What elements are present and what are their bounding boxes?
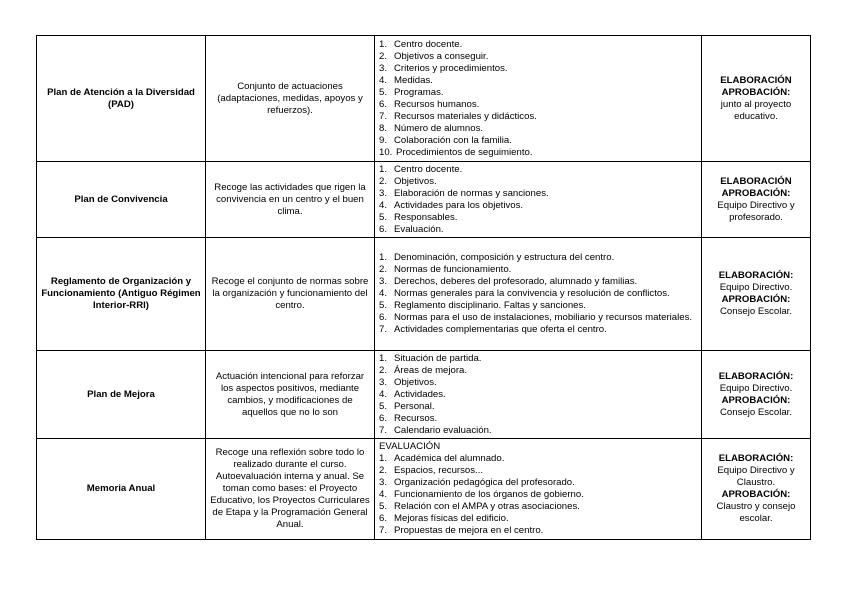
items-list bbox=[379, 164, 697, 236]
list-item: 8. Número de alumnos. bbox=[379, 122, 484, 134]
plan-responsibility bbox=[702, 238, 811, 351]
plans-table bbox=[36, 35, 811, 540]
approval-value: Equipo Directivo y profesorado. bbox=[717, 199, 795, 223]
list-item: 2. Normas de funcionamiento. bbox=[379, 264, 512, 275]
approval-value: junto al proyecto educativo. bbox=[720, 98, 792, 122]
plan-items bbox=[375, 351, 702, 439]
plan-description: Conjunto de actuaciones (adaptaciones, medidas, apoyos y refuerzos). bbox=[206, 36, 375, 162]
plan-items bbox=[375, 238, 702, 351]
elaboration-label: ELABORACIÓN bbox=[720, 175, 792, 187]
approval-label: APROBACIÓN: bbox=[721, 489, 791, 500]
list-item: 4. Normas generales para la convivencia y resolución de conflictos. bbox=[379, 288, 670, 299]
list-item: 4. Actividades para los objetivos. bbox=[379, 199, 524, 211]
table-row bbox=[37, 351, 811, 439]
list-item: 2. Espacios, recursos... bbox=[379, 465, 484, 476]
elaboration-value: Equipo Directivo y Claustro. bbox=[717, 465, 795, 488]
list-item: 1. Académica del alumnado. bbox=[379, 453, 505, 464]
approval-value: Claustro y consejo escolar. bbox=[716, 501, 796, 524]
plan-description: Recoge las actividades que rigen la convivencia en un centro y el buen clima. bbox=[206, 162, 375, 238]
list-item: 2. Áreas de mejora. bbox=[379, 364, 468, 376]
approval-value: Consejo Escolar. bbox=[720, 406, 792, 418]
plan-responsibility bbox=[702, 439, 811, 540]
list-item: 4. Medidas. bbox=[379, 74, 433, 86]
plan-responsibility bbox=[702, 36, 811, 162]
items-list bbox=[379, 252, 697, 336]
plan-items bbox=[375, 439, 702, 540]
approval-label: APROBACIÓN: bbox=[721, 294, 791, 305]
elaboration-label: ELABORACIÓN: bbox=[718, 270, 794, 281]
approval-label: APROBACIÓN: bbox=[721, 86, 791, 98]
list-item: 10. Procedimientos de seguimiento. bbox=[379, 146, 533, 158]
table-row bbox=[37, 36, 811, 162]
list-item: 1. Situación de partida. bbox=[379, 352, 482, 364]
list-item: 7. Actividades complementarias que oferta el centro. bbox=[379, 324, 607, 335]
items-header: EVALUACIÓN bbox=[379, 441, 441, 452]
list-item: 3. Objetivos. bbox=[379, 376, 437, 388]
list-item: 1. Centro docente. bbox=[379, 38, 463, 50]
table-row bbox=[37, 439, 811, 540]
elaboration-label: ELABORACIÓN: bbox=[718, 370, 794, 382]
list-item: 5. Responsables. bbox=[379, 211, 458, 223]
list-item: 6. Evaluación. bbox=[379, 223, 444, 235]
plan-description: Actuación intencional para reforzar los aspectos positivos, mediante cambios, y modificaciones de aquellos que no lo son bbox=[206, 351, 375, 439]
plan-name: Plan de Atención a la Diversidad (PAD) bbox=[37, 36, 206, 162]
elaboration-value: Equipo Directivo. bbox=[719, 282, 793, 293]
plan-responsibility bbox=[702, 162, 811, 238]
plan-description: Recoge una reflexión sobre todo lo realizado durante el curso. Autoevaluación interna y anual. Se toman como bases: el Proyecto Educativo, los Proyectos Curriculares de Etapa y la Programación General Anual. bbox=[206, 439, 375, 540]
list-item: 7. Calendario evaluación. bbox=[379, 424, 492, 436]
items-list bbox=[379, 353, 697, 437]
list-item: 5. Personal. bbox=[379, 400, 435, 412]
list-item: 2. Objetivos a conseguir. bbox=[379, 50, 489, 62]
list-item: 9. Colaboración con la familia. bbox=[379, 134, 512, 146]
plan-items bbox=[375, 162, 702, 238]
table-row bbox=[37, 238, 811, 351]
approval-label: APROBACIÓN: bbox=[721, 394, 791, 406]
plan-description: Recoge el conjunto de normas sobre la organización y funcionamiento del centro. bbox=[206, 238, 375, 351]
list-item: 3. Organización pedagógica del profesorado. bbox=[379, 477, 575, 488]
elaboration-value: Equipo Directivo. bbox=[719, 382, 793, 394]
plan-name: Plan de Mejora bbox=[37, 351, 206, 439]
approval-value: Consejo Escolar. bbox=[720, 306, 792, 317]
list-item: 6. Recursos. bbox=[379, 412, 438, 424]
list-item: 6. Normas para el uso de instalaciones, mobiliario y recursos materiales. bbox=[379, 312, 693, 323]
plan-name: Plan de Convivencia bbox=[37, 162, 206, 238]
list-item: 5. Programas. bbox=[379, 86, 444, 98]
list-item: 1. Denominación, composición y estructura del centro. bbox=[379, 252, 615, 263]
plan-items bbox=[375, 36, 702, 162]
list-item: 3. Elaboración de normas y sanciones. bbox=[379, 187, 549, 199]
approval-label: APROBACIÓN: bbox=[721, 187, 791, 199]
list-item: 5. Reglamento disciplinario. Faltas y sanciones. bbox=[379, 300, 586, 311]
list-item: 2. Objetivos. bbox=[379, 175, 437, 187]
list-item: 6. Mejoras físicas del edificio. bbox=[379, 513, 509, 524]
list-item: 7. Propuestas de mejora en el centro. bbox=[379, 525, 544, 536]
plan-name: Memoria Anual bbox=[37, 439, 206, 540]
items-list bbox=[379, 39, 697, 159]
list-item: 4. Funcionamiento de los órganos de gobierno. bbox=[379, 489, 584, 500]
list-item: 4. Actividades. bbox=[379, 388, 446, 400]
list-item: 3. Criterios y procedimientos. bbox=[379, 62, 508, 74]
list-item: 1. Centro docente. bbox=[379, 163, 463, 175]
plan-name: Reglamento de Organización y Funcionamiento (Antiguo Régimen Interior-RRI) bbox=[37, 238, 206, 351]
table-row bbox=[37, 162, 811, 238]
plan-responsibility bbox=[702, 351, 811, 439]
elaboration-label: ELABORACIÓN bbox=[720, 74, 792, 86]
list-item: 6. Recursos humanos. bbox=[379, 98, 480, 110]
list-item: 3. Derechos, deberes del profesorado, alumnado y familias. bbox=[379, 276, 638, 287]
elaboration-label: ELABORACIÓN: bbox=[718, 453, 794, 464]
items-list bbox=[379, 453, 697, 537]
list-item: 7. Recursos materiales y didácticos. bbox=[379, 110, 537, 122]
list-item: 5. Relación con el AMPA y otras asociaciones. bbox=[379, 501, 580, 512]
